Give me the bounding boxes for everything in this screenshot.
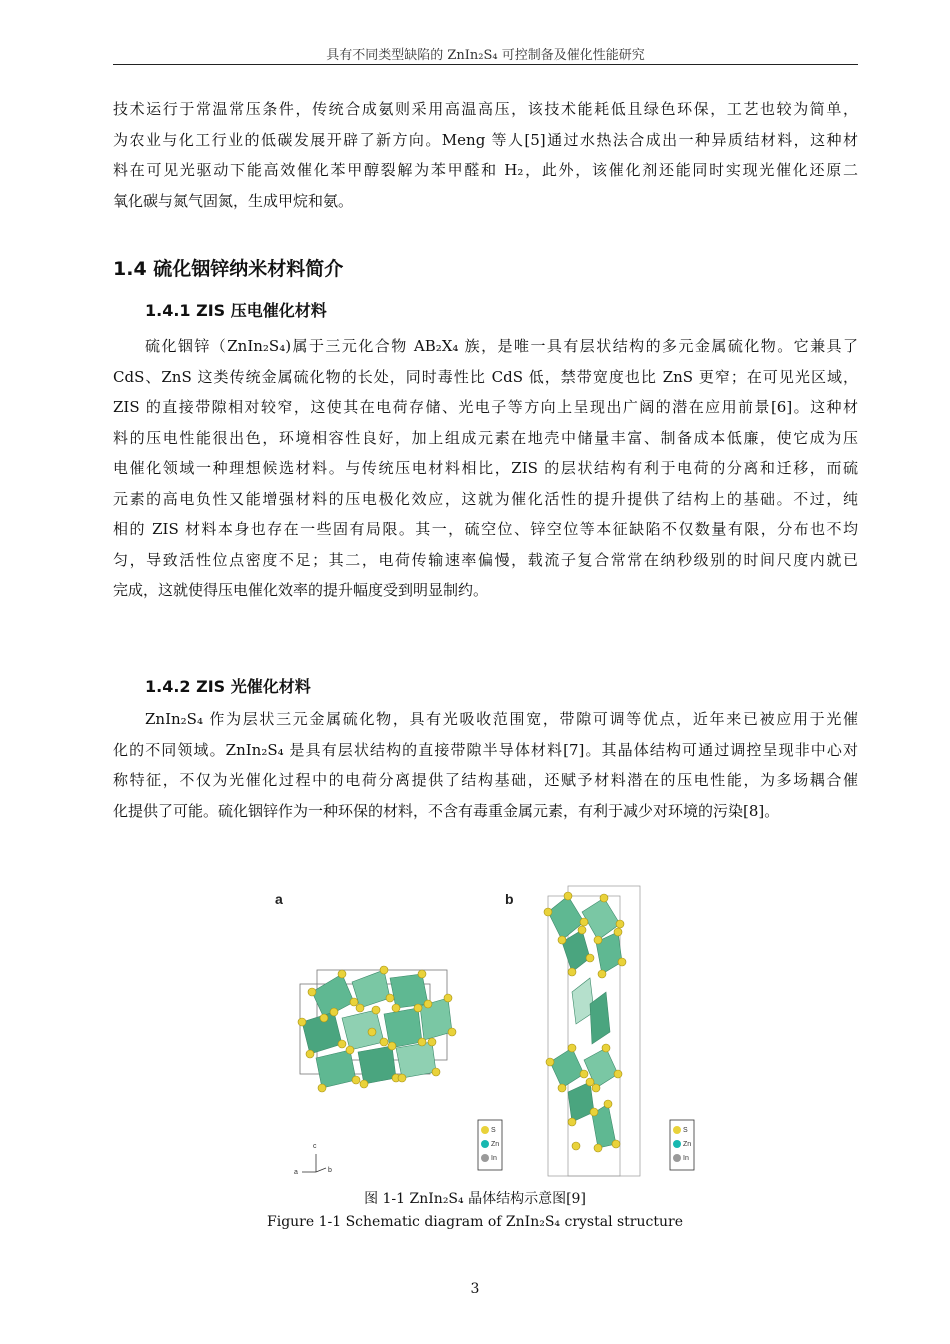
text-line: 电催化领域一种理想候选材料。与传统压电材料相比，ZIS 的层状结构有利于电荷的分离和迁移，而硫 — [113, 459, 858, 477]
crystal-structure-image — [272, 882, 702, 1182]
text-line: CdS、ZnS 这类传统金属硫化物的长处，同时毒性比 CdS 低，禁带宽度也比 ZnS 更窄；在可见光区域， — [113, 367, 858, 386]
panel-b-legend — [670, 1120, 694, 1170]
piezo-paragraph — [113, 331, 858, 606]
figure-caption-en: Figure 1-1 Schematic diagram of ZnIn₂S₄ crystal structure — [267, 1214, 683, 1230]
text-line: 料在可见光驱动下能高效催化苯甲醇裂解为苯甲醛和 H₂，此外，该催化剂还能同时实现光催化还原二 — [113, 161, 858, 179]
legend-s: S — [491, 1127, 496, 1134]
axis-c-label: c — [313, 1143, 317, 1150]
crystal-structure-figure — [272, 882, 702, 1182]
text-line: 技术运行于常温常压条件，传统合成氨则采用高温高压，该技术能耗低且绿色环保，工艺也较为简单， — [113, 100, 858, 118]
header-divider — [113, 64, 858, 65]
text-line: 化提供了可能。硫化铟锌作为一种环保的材料，不含有毒重金属元素，有利于减少对环境的污染[8]。 — [113, 801, 780, 820]
text-line: 硫化铟锌（ZnIn₂S₄)属于三元化合物 AB₂X₄ 族，是唯一具有层状结构的多元金属硫化物。它兼具了 — [145, 337, 858, 355]
text-line: 氧化碳与氮气固氮，生成甲烷和氨。 — [113, 191, 354, 210]
text-line: ZnIn₂S₄ 作为层状三元金属硫化物，具有光吸收范围宽，带隙可调等优点，近年来已被应用于光催 — [145, 710, 858, 728]
legend-in: In — [491, 1155, 497, 1162]
section-heading: 1.4 硫化铟锌纳米材料简介 — [113, 258, 344, 280]
panel-a-legend — [478, 1120, 502, 1170]
panel-a-structure — [298, 966, 456, 1092]
photo-paragraph — [113, 704, 858, 826]
figure-caption-cn: 图 1-1 ZnIn₂S₄ 晶体结构示意图[9] — [364, 1191, 586, 1207]
text-line: 完成，这就使得压电催化效率的提升幅度受到明显制约。 — [113, 581, 489, 599]
text-line: 化的不同领域。ZnIn₂S₄ 是具有层状结构的直接带隙半导体材料[7]。其晶体结构可通过调控呈现非中心对 — [113, 740, 858, 759]
panel-b-structure — [544, 886, 640, 1176]
text-line: 相的 ZIS 材料本身也存在一些固有局限。其一，硫空位、锌空位等本征缺陷不仅数量有限，分布也不均 — [113, 520, 858, 538]
text-line: 称特征，不仅为光催化过程中的电荷分离提供了结构基础，还赋予材料潜在的压电性能，为多场耦合催 — [113, 771, 858, 789]
text-line: 元素的高电负性又能增强材料的压电极化效应，这就为催化活性的提升提供了结构上的基础。不过，纯 — [113, 489, 858, 508]
legend-zn: Zn — [491, 1141, 500, 1148]
text-line: 料的压电性能很出色，环境相容性良好，加上组成元素在地壳中储量丰富、制备成本低廉，使它成为压 — [113, 428, 858, 447]
legend-in: In — [683, 1155, 689, 1162]
running-header: 具有不同类型缺陷的 ZnIn₂S₄ 可控制备及催化性能研究 — [326, 48, 645, 63]
text-line: 为农业与化工行业的低碳发展开辟了新方向。Meng 等人[5]通过水热法合成出一种异质结材料，这种材 — [113, 130, 858, 149]
panel-a-label: a — [275, 891, 283, 907]
axis-a-label: a — [294, 1169, 298, 1176]
text-line: 匀，导致活性位点密度不足；其二，电荷传输速率偏慢，载流子复合常常在纳秒级别的时间尺度内就已 — [113, 550, 858, 569]
legend-zn: Zn — [683, 1141, 692, 1148]
legend-s: S — [683, 1127, 688, 1134]
panel-b-label: b — [505, 891, 514, 907]
panel-a-axes — [294, 1143, 332, 1176]
subsection-heading: 1.4.2 ZIS 光催化材料 — [145, 677, 311, 696]
intro-paragraph — [113, 94, 858, 216]
subsection-heading: 1.4.1 ZIS 压电催化材料 — [145, 301, 327, 320]
page-number: 3 — [470, 1281, 480, 1297]
axis-b-label: b — [328, 1167, 332, 1174]
text-line: ZIS 的直接带隙相对较窄，这使其在电荷存储、光电子等方向上呈现出广阔的潜在应用前景[6]。这种材 — [113, 398, 858, 416]
